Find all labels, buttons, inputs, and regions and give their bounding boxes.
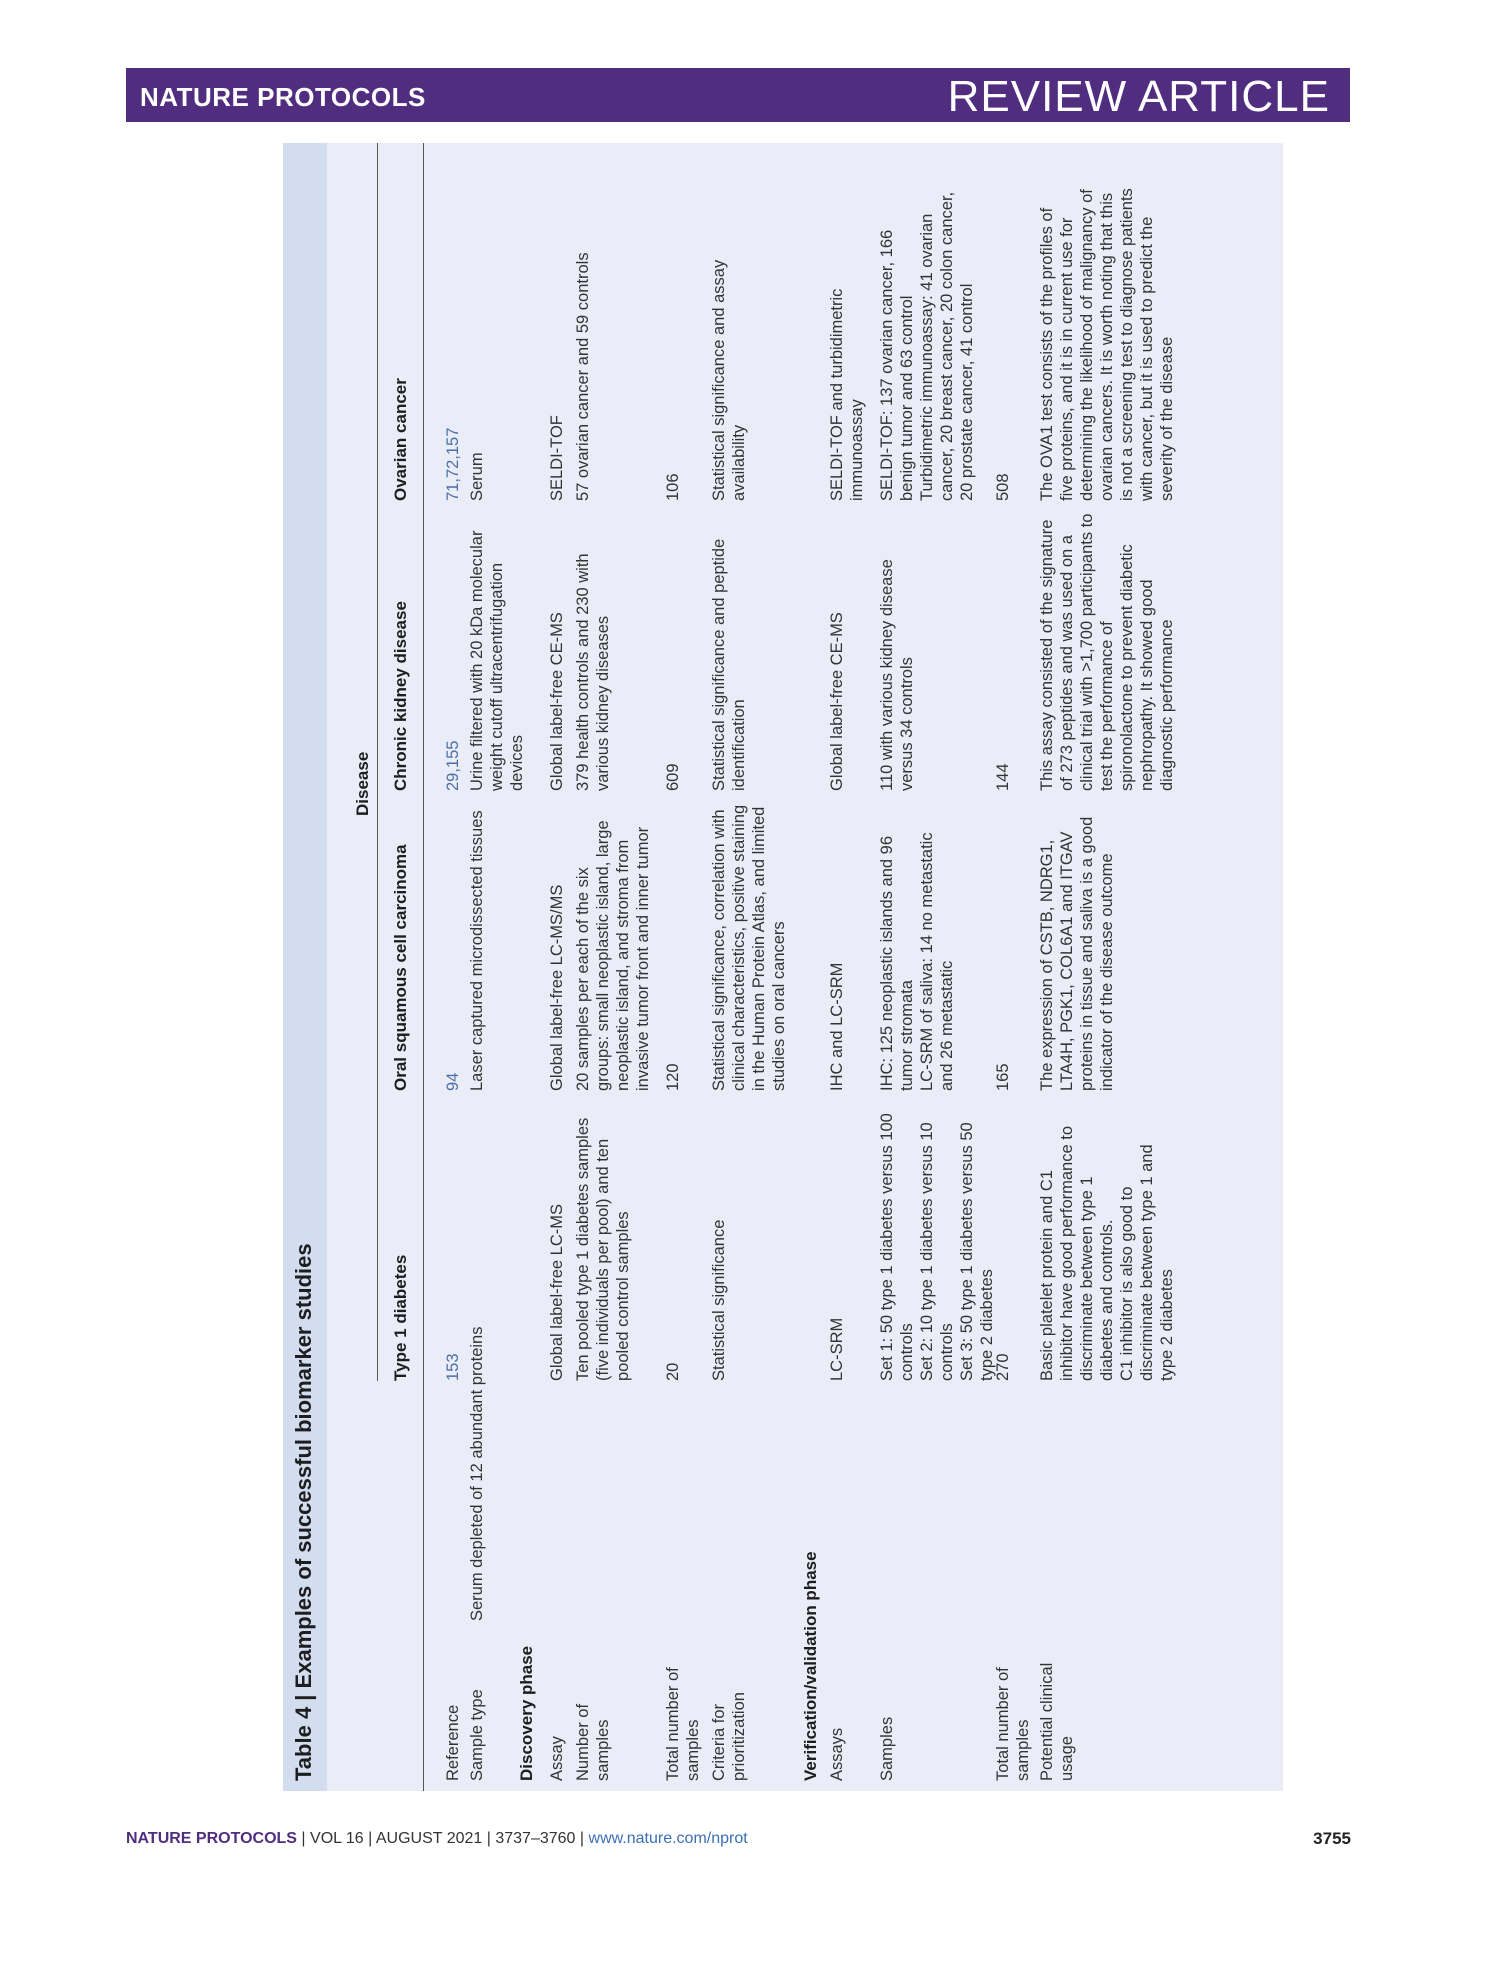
footer-pages: 3737–3760 bbox=[495, 1830, 576, 1847]
disease-group-header: Disease bbox=[353, 751, 372, 816]
header-rule bbox=[423, 143, 424, 1791]
table-cell: 508 bbox=[994, 473, 1012, 501]
table-cell-line: LC-SRM of saliva: 14 no metastatic and 26 metastatic bbox=[918, 832, 956, 1091]
footer-url-link[interactable]: www.nature.com/nprot bbox=[588, 1830, 748, 1847]
column-header-oral-carcinoma: Oral squamous cell carcinoma bbox=[391, 844, 410, 1091]
table-cell: Global label-free LC-MS bbox=[548, 1204, 566, 1381]
table-cell-line: Set 3: 50 type 1 diabetes versus 50 type 2 diabetes bbox=[958, 1122, 996, 1381]
row-label-criteria: Criteria for prioritization bbox=[710, 1692, 748, 1781]
table-cell: Statistical significance, correlation with clinical characteristics, positive staining in the Human Protein Atlas, and limited studies on oral cancers bbox=[710, 804, 788, 1091]
table-container bbox=[283, 143, 1283, 1791]
table-cell: 379 health controls and 230 with various kidney diseases bbox=[574, 553, 612, 791]
table-cell: IHC and LC-SRM bbox=[828, 962, 846, 1091]
page-footer: NATURE PROTOCOLS | VOL 16 | AUGUST 2021 | 3737–3760 | www.nature.com/nprot bbox=[126, 1830, 748, 1847]
row-label-reference: Reference bbox=[444, 1704, 462, 1781]
samples-cell bbox=[877, 511, 917, 791]
column-header-kidney-disease: Chronic kidney disease bbox=[391, 601, 410, 791]
article-type: REVIEW ARTICLE bbox=[947, 72, 1330, 121]
journal-header-bar bbox=[126, 68, 1350, 122]
table-cell-line: Set 2: 10 type 1 diabetes versus 10 controls bbox=[918, 1122, 956, 1381]
usage-cell bbox=[1037, 181, 1177, 501]
table-cell-line: C1 inhibitor is also good to discriminate between type 1 and type 2 diabetes bbox=[1118, 1144, 1176, 1381]
table-cell: Global label-free CE-MS bbox=[828, 612, 846, 791]
reference-link[interactable]: 29,155 bbox=[444, 740, 462, 791]
footer-volume: VOL 16 bbox=[310, 1830, 364, 1847]
table-cell: Statistical significance bbox=[710, 1219, 728, 1381]
table-cell: 57 ovarian cancer and 59 controls bbox=[574, 252, 592, 501]
table-cell: Laser captured microdissected tissues bbox=[468, 810, 486, 1091]
table-cell-line: The expression of CSTB, NDRG1, LTA4H, PGK1, COL6A1 and ITGAV proteins in tissue and saliva is a good indicator of the disease outcome bbox=[1038, 816, 1116, 1091]
table-cell: 20 bbox=[664, 1362, 682, 1381]
reference-link[interactable]: 71,72,157 bbox=[444, 427, 462, 501]
row-label-total-verification: Total number of samples bbox=[994, 1667, 1032, 1781]
table-cell-line: SELDI-TOF: 137 ovarian cancer, 166 benign tumor and 63 control bbox=[878, 229, 916, 501]
row-label-assay: Assay bbox=[548, 1736, 566, 1781]
reference-link[interactable]: 153 bbox=[444, 1353, 462, 1381]
row-label-number-of-samples: Number of samples bbox=[574, 1703, 612, 1781]
samples-cell bbox=[877, 181, 977, 501]
table-cell: 144 bbox=[994, 763, 1012, 791]
table-cell: SELDI-TOF bbox=[548, 415, 566, 501]
section-heading-discovery: Discovery phase bbox=[517, 1645, 536, 1781]
column-header-type1-diabetes: Type 1 diabetes bbox=[391, 1254, 410, 1381]
table-cell-line: IHC: 125 neoplastic islands and 96 tumor stromata bbox=[878, 836, 916, 1091]
table-cell: Urine filtered with 20 kDa molecular weight cutoff ultracentrifugation devices bbox=[468, 530, 526, 791]
page-number: 3755 bbox=[1313, 1829, 1351, 1848]
group-rule bbox=[377, 143, 378, 1381]
table-cell: Statistical significance and peptide identification bbox=[710, 538, 748, 791]
usage-cell bbox=[1037, 511, 1177, 791]
table-cell: Statistical significance and assay availability bbox=[710, 259, 748, 501]
table-cell: Serum depleted of 12 abundant proteins bbox=[468, 1326, 486, 1621]
footer-journal: NATURE PROTOCOLS bbox=[126, 1830, 297, 1847]
table-cell: 165 bbox=[994, 1063, 1012, 1091]
table-cell-line: Basic platelet protein and C1 inhibitor have good performance to discriminate between type 1 diabetes and controls. bbox=[1038, 1126, 1116, 1381]
table-cell: 270 bbox=[994, 1353, 1012, 1381]
table-cell: Ten pooled type 1 diabetes samples (five individuals per pool) and ten pooled control samples bbox=[574, 1117, 632, 1381]
table-cell: 106 bbox=[664, 473, 682, 501]
table-cell: Global label-free LC-MS/MS bbox=[548, 884, 566, 1091]
table-cell: Global label-free CE-MS bbox=[548, 612, 566, 791]
table-cell-line: Turbidimetric immunoassay: 41 ovarian cancer, 20 breast cancer, 20 colon cancer, 20 prostate cancer, 41 control bbox=[918, 191, 976, 501]
table-cell-line: The OVA1 test consists of the profiles of five proteins, and it is in current use for determining the likelihood of malignancy of ovarian cancers. It is worth noting that this is not a screening test to diagnose patients with cancer, but it is used to predict the severity of the disease bbox=[1038, 188, 1176, 501]
samples-cell bbox=[877, 1111, 997, 1381]
row-label-usage: Potential clinical usage bbox=[1038, 1662, 1076, 1781]
table-cell: LC-SRM bbox=[828, 1317, 846, 1381]
reference-link[interactable]: 94 bbox=[444, 1072, 462, 1091]
usage-cell bbox=[1037, 1111, 1177, 1381]
table-cell-line: This assay consisted of the signature of 273 peptides and was used on a clinical trial with >1,700 participants to test the performance of spironolactone to prevent diabetic nephropathy. It showed good diagnostic performance bbox=[1038, 513, 1176, 791]
table-title: Table 4 | Examples of successful biomarker studies bbox=[291, 1243, 316, 1781]
row-label-total-discovery: Total number of samples bbox=[664, 1667, 702, 1781]
table-cell: SELDI-TOF and turbidimetric immunoassay bbox=[828, 288, 866, 501]
table-cell: 120 bbox=[664, 1063, 682, 1091]
table-cell-line: Set 1: 50 type 1 diabetes versus 100 controls bbox=[878, 1113, 916, 1381]
table-cell: Serum bbox=[468, 452, 486, 501]
section-heading-verification: Verification/validation phase bbox=[801, 1551, 820, 1781]
row-label-samples: Samples bbox=[878, 1716, 896, 1781]
usage-cell bbox=[1037, 801, 1117, 1091]
samples-cell bbox=[877, 801, 957, 1091]
table-cell-line: 110 with various kidney disease versus 34 controls bbox=[878, 559, 916, 791]
row-label-assays: Assays bbox=[828, 1727, 846, 1781]
footer-date: AUGUST 2021 bbox=[375, 1830, 483, 1847]
table-cell: 20 samples per each of the six groups: small neoplastic island, large neoplastic island, and stroma from invasive tumor front and inner tumor bbox=[574, 820, 652, 1091]
row-label-sample-type: Sample type bbox=[468, 1689, 486, 1781]
table-cell: 609 bbox=[664, 763, 682, 791]
journal-name: NATURE PROTOCOLS bbox=[140, 82, 426, 112]
column-header-ovarian-cancer: Ovarian cancer bbox=[391, 378, 410, 501]
rotated-table bbox=[283, 143, 1283, 1791]
table-title-band bbox=[283, 143, 327, 1791]
